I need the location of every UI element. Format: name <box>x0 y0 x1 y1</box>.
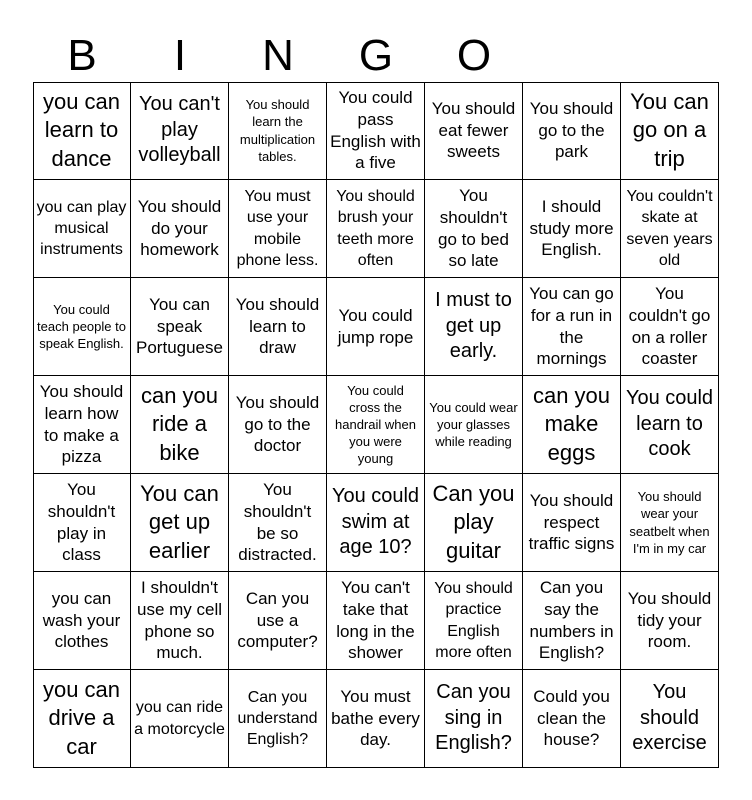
bingo-cell-text: Can you play guitar <box>432 480 515 563</box>
bingo-cell[interactable] <box>229 670 327 768</box>
bingo-cell-text: Could you clean the house? <box>533 686 610 750</box>
bingo-cell[interactable] <box>523 572 621 670</box>
bingo-cell[interactable] <box>327 180 425 278</box>
bingo-cell[interactable] <box>523 278 621 376</box>
bingo-cell[interactable] <box>425 278 523 376</box>
bingo-cell[interactable] <box>425 474 523 572</box>
bingo-cell[interactable] <box>33 82 131 180</box>
bingo-cell[interactable] <box>33 670 131 768</box>
bingo-cell-text: You should respect traffic signs <box>528 490 615 554</box>
bingo-cell-text: You can go on a trip <box>630 88 709 171</box>
bingo-cell[interactable] <box>425 376 523 474</box>
bingo-cell-text: I must to get up early. <box>435 289 512 363</box>
bingo-cell-text: You shouldn't go to bed so late <box>438 186 509 271</box>
bingo-cell-text: you can ride a motorcycle <box>134 699 225 738</box>
bingo-cell[interactable] <box>131 670 229 768</box>
bingo-cell[interactable] <box>621 670 719 768</box>
bingo-cell[interactable] <box>131 82 229 180</box>
bingo-cell[interactable] <box>229 180 327 278</box>
bingo-cell-text: Can you say the numbers in English? <box>529 578 614 663</box>
bingo-cell-text: You can speak Portuguese <box>136 294 223 358</box>
bingo-cell[interactable] <box>425 572 523 670</box>
bingo-cell-text: You should learn how to make a pizza <box>39 382 124 467</box>
bingo-cell[interactable] <box>33 572 131 670</box>
bingo-cell[interactable] <box>425 180 523 278</box>
bingo-cell[interactable] <box>229 278 327 376</box>
bingo-cell[interactable] <box>621 180 719 278</box>
bingo-cell-text: You should wear your seatbelt when I'm in my car <box>629 489 710 556</box>
bingo-cell-text: can you make eggs <box>532 382 611 465</box>
bingo-cell[interactable] <box>327 82 425 180</box>
bingo-cell-text: You can't play volleyball <box>138 93 221 167</box>
bingo-cell[interactable] <box>131 572 229 670</box>
bingo-cell-text: You should go to the doctor <box>235 392 320 456</box>
bingo-cell[interactable] <box>131 278 229 376</box>
bingo-cell-text: You could cross the handrail when you were young <box>335 382 416 467</box>
header-letter-o: O <box>456 31 492 80</box>
bingo-cell-text: I shouldn't use my cell phone so much. <box>136 578 223 663</box>
bingo-cell-text: You should learn to draw <box>235 294 320 358</box>
header-letter-n: N <box>262 31 294 80</box>
bingo-cell[interactable] <box>327 278 425 376</box>
bingo-cell[interactable] <box>523 376 621 474</box>
bingo-cell-text: You can't take that long in the shower <box>336 578 415 663</box>
bingo-cell[interactable] <box>425 82 523 180</box>
bingo-cell-text: You should practice English more often <box>434 580 513 661</box>
bingo-cell[interactable] <box>327 670 425 768</box>
bingo-cell-text: you can wash your clothes <box>42 588 121 652</box>
bingo-cell[interactable] <box>229 474 327 572</box>
bingo-cell[interactable] <box>33 376 131 474</box>
bingo-cell-text: You could wear your glasses while reading <box>429 399 518 450</box>
bingo-cell-text: You can get up earlier <box>140 480 219 563</box>
bingo-cell[interactable] <box>621 474 719 572</box>
bingo-cell-text: I should study more English. <box>529 196 614 260</box>
bingo-header <box>33 30 719 82</box>
bingo-cell[interactable] <box>229 376 327 474</box>
bingo-cell[interactable] <box>229 82 327 180</box>
bingo-cell-text: You couldn't go on a roller coaster <box>628 284 711 369</box>
bingo-cell-text: You must use your mobile phone less. <box>236 188 319 269</box>
bingo-cell[interactable] <box>327 376 425 474</box>
bingo-cell[interactable] <box>327 572 425 670</box>
header-letter-g: G <box>358 31 394 80</box>
bingo-cell[interactable] <box>523 180 621 278</box>
bingo-cell-text: You could jump rope <box>337 305 414 347</box>
bingo-cell-text: You can go for a run in the mornings <box>529 284 614 369</box>
bingo-cell-text: You should eat fewer sweets <box>431 98 516 162</box>
bingo-cell-text: You must bathe every day. <box>331 686 420 750</box>
bingo-cell-text: You should brush your teeth more often <box>336 188 415 269</box>
bingo-cell-text: You should do your homework <box>137 196 222 260</box>
bingo-cell-text: you can learn to dance <box>42 88 121 171</box>
bingo-cell-text: You should learn the multiplication tables. <box>239 97 316 164</box>
bingo-cell[interactable] <box>621 376 719 474</box>
bingo-cell-text: You could swim at age 10? <box>331 485 420 559</box>
bingo-cell-text: You couldn't skate at seven years old <box>626 188 713 269</box>
bingo-cell-text: you can drive a car <box>42 676 121 759</box>
bingo-cell[interactable] <box>33 474 131 572</box>
bingo-cell[interactable] <box>131 474 229 572</box>
bingo-cell[interactable] <box>327 474 425 572</box>
bingo-cell-text: You should go to the park <box>529 98 614 162</box>
bingo-cell-text: You should tidy your room. <box>627 588 712 652</box>
bingo-cell[interactable] <box>33 278 131 376</box>
bingo-cell-text: Can you use a computer? <box>237 588 318 652</box>
bingo-cell[interactable] <box>131 376 229 474</box>
bingo-cell-text: You could learn to cook <box>625 387 714 461</box>
bingo-cell[interactable] <box>621 82 719 180</box>
bingo-cell-text: Can you understand English? <box>237 688 318 749</box>
bingo-cell[interactable] <box>131 180 229 278</box>
bingo-cell[interactable] <box>523 670 621 768</box>
bingo-cell[interactable] <box>425 670 523 768</box>
bingo-card-grid <box>33 82 719 768</box>
bingo-cell-text: can you ride a bike <box>140 382 219 465</box>
bingo-cell-text: You should exercise <box>632 681 707 755</box>
bingo-cell[interactable] <box>621 278 719 376</box>
header-letter-i: I <box>173 31 187 80</box>
bingo-cell[interactable] <box>229 572 327 670</box>
bingo-cell[interactable] <box>523 474 621 572</box>
bingo-cell-text: You shouldn't play in class <box>47 480 116 565</box>
header-letter-b: B <box>67 31 97 80</box>
bingo-cell-text: you can play musical instruments <box>36 198 127 259</box>
bingo-cell-text: You could teach people to speak English. <box>37 301 126 352</box>
bingo-cell-text: You could pass English with a five <box>330 88 421 173</box>
bingo-cell-text: Can you sing in English? <box>435 681 512 755</box>
bingo-cell[interactable] <box>523 82 621 180</box>
bingo-cell[interactable] <box>33 180 131 278</box>
bingo-cell[interactable] <box>621 572 719 670</box>
bingo-cell-text: You shouldn't be so distracted. <box>238 480 317 565</box>
